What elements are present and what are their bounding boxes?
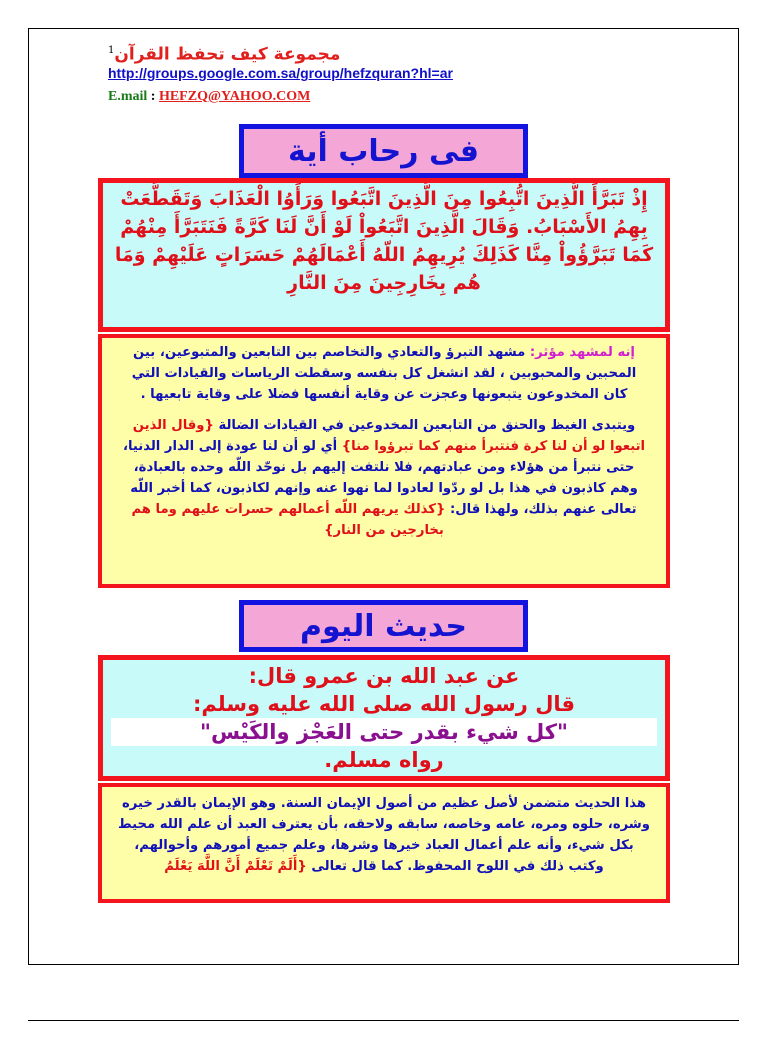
next-page-border [28,1020,739,1060]
hadith-narrator-line: عن عبد الله بن عمرو قال: [248,664,520,688]
group-title: مجموعة كيف تحفظ القرآن [114,44,341,65]
email-colon: : [147,89,159,104]
tafsir-p2-quote-2: {كذلك يريهم اللّه أعمالهم حسرات عليهم وما هم بخارجين من النار} [131,502,446,538]
hadith-source-line: رواه مسلم. [324,748,444,772]
hadith-section-title-box [239,600,528,652]
verse-text: إِذْ تَبَرَّأَ الَّذِينَ اتُّبِعُوا مِنَ الَّذِينَ اتَّبَعُوا وَرَأَوُا الْعَذَابَ وَتَقَطَّعَتْ بِهِمُ الأَسْبَابُ. وَقَالَ الَّذِينَ اتَّبَعُواْ لَوْ أَنَّ لَنَا كَرَّةً فَنَتَبَرَّأَ مِنْهُمْ كَمَا تَبَرَّؤُواْ مِنَّا كَذَلِكَ يُرِيهِمُ اللّهُ أَعْمَالَهُمْ حَسَرَاتٍ عَلَيْهِمْ وَمَا هُم بِخَارِجِينَ مِنَ النَّارِ [114,188,654,294]
header [108,40,668,106]
email-link[interactable]: HEFZQ@YAHOO.COM [158,89,311,104]
ayah-section-title: فى رحاب أية [288,133,479,169]
hadith-explanation-text: هذا الحديث متضمن لأصل عظيم من أصول الإيمان السنة. وهو الإيمان بالقدر خيره وشره، حلوه ومره، عامه وخاصه، سابقه ولاحقه، بأن يعترف العبد أن علم الله محيط بكل شيء، وأنه علم أعمال العباد خيرها وشرها، وعلم جميع أمورهم وأحوالهم، وكتب ذلك في اللوح المحفوظ. كما قال تعالى [118,796,650,874]
tafsir-intro: إنه لمشهد مؤثر: [529,345,635,360]
tafsir-paragraph-1 [118,342,650,405]
email-label: E.mail [108,89,148,104]
hadith-explanation [116,793,652,877]
group-title-line [108,40,668,65]
hadith-section-title: حديث اليوم [300,608,468,644]
hadith-prophet-line: قال رسول الله صلى الله عليه وسلم: [192,692,576,716]
hadith-box [98,655,670,781]
tafsir-p2-part-c: أي لو أن لنا عودة إلى الدار الدنيا، حتى نتبرأ من هؤلاء ومن عبادتهم، فلا نلتفت إليهم بل نوحّد اللّه وحده بالعبادة، وهم كاذبون في هذا بل لو ردّوا لعادوا لما نهوا عنه وإنهم لكاذبون، كما أخبر اللّه تعالى عنهم بذلك، ولهذا قال: [122,439,638,517]
verse-box [98,178,670,332]
footnote-number: 1 [108,45,115,56]
email-line [108,84,668,106]
tafsir-p1-text: مشهد التبرؤ والتعادي والتخاصم بين التابعين والمتبوعين، بين المحبين والمحبوبين ، لقد انشغل كل بنفسه وسقطت الرياسات والقيادات التي كان المخدوعون يتبعونها وعجزت عن وقاية أنفسها فضلا على وقاية تابعيها . [131,345,637,402]
tafsir-paragraph-2 [118,415,650,541]
hadith-quote: "كل شيء بقدر حتى العَجْز والكَيْس" [111,718,657,746]
ayah-section-title-box [239,124,528,178]
group-url-link[interactable]: http://groups.google.com.sa/group/hefzquran?hl=ar [108,65,453,81]
hadith-explanation-box [98,783,670,903]
hadith-explanation-quote: {أَلَمْ تَعْلَمْ أَنَّ اللَّهَ يَعْلَمُ [164,859,307,874]
group-url-line [108,62,668,84]
tafsir-p2-part-a: ويتبدى الغيظ والحنق من التابعين المخدوعين في القيادات الضالة [213,418,636,433]
tafsir-box [98,334,670,588]
tafsir-p2-quote-1: {وقال الذين اتبعوا لو أن لنا كرة فنتبرأ منهم كما تبرؤوا منا} [132,418,646,454]
